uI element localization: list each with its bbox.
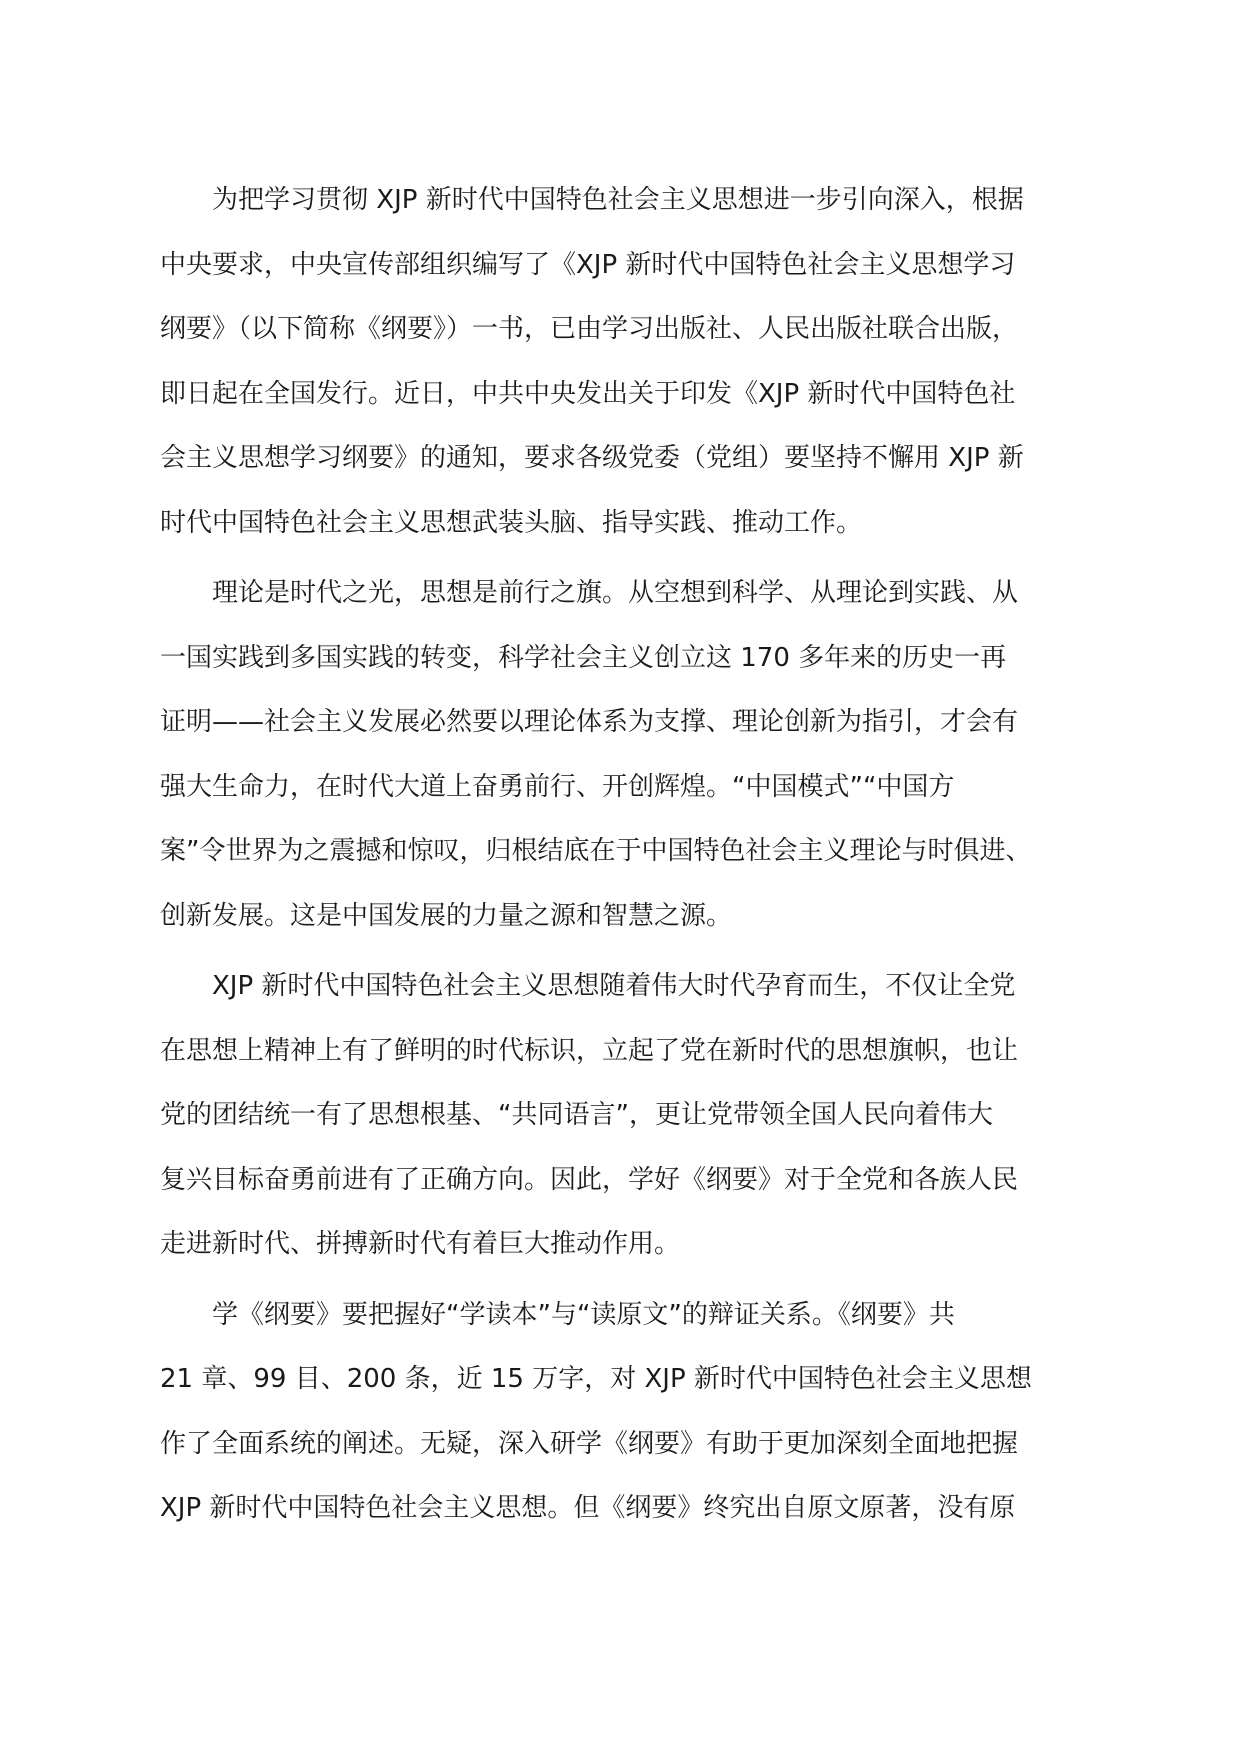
text-line: 即日起在全国发行。近日，中共中央发出关于印发《XJP 新时代中国特色社 xyxy=(160,378,1016,409)
text-line: 党的团结统一有了思想根基、“共同语言”，更让党带领全国人民向着伟大 xyxy=(160,1100,993,1130)
text-line: 在思想上精神上有了鲜明的时代标识，立起了党在新时代的思想旗帜，也让 xyxy=(160,1035,1019,1066)
text-line: 案”令世界为之震撼和惊叹，归根结底在于中国特色社会主义理论与时俱进、 xyxy=(160,836,1032,866)
text-line: 复兴目标奋勇前进有了正确方向。因此，学好《纲要》对于全党和各族人民 xyxy=(160,1164,1019,1195)
text-line: 走进新时代、拼搏新时代有着巨大推动作用。 xyxy=(160,1229,681,1259)
paragraph-3 xyxy=(160,954,1087,1277)
text-line: 创新发展。这是中国发展的力量之源和智慧之源。 xyxy=(160,900,733,931)
text-line: 一国实践到多国实践的转变，科学社会主义创立这 170 多年来的历史一再 xyxy=(160,642,1007,673)
text-line: 学《纲要》要把握好“学读本”与“读原文”的辩证关系。《纲要》共 xyxy=(212,1299,955,1330)
text-line: XJP 新时代中国特色社会主义思想。但《纲要》终究出自原文原著，没有原 xyxy=(160,1493,1016,1523)
document-body xyxy=(160,168,1087,1541)
paragraph-2 xyxy=(160,561,1087,948)
text-line: 理论是时代之光，思想是前行之旗。从空想到科学、从理论到实践、从 xyxy=(212,578,1019,608)
paragraph-4 xyxy=(160,1283,1087,1541)
text-line: 时代中国特色社会主义思想武装头脑、指导实践、推动工作。 xyxy=(160,507,863,538)
text-line: 作了全面系统的阐述。无疑，深入研学《纲要》有助于更加深刻全面地把握 xyxy=(160,1428,1019,1459)
text-line: 21 章、99 目、200 条，近 15 万字，对 XJP 新时代中国特色社会主义思想 xyxy=(160,1364,1032,1394)
text-line: 会主义思想学习纲要》的通知，要求各级党委（党组）要坚持不懈用 XJP 新 xyxy=(160,443,1024,473)
text-line: XJP 新时代中国特色社会主义思想随着伟大时代孕育而生，不仅让全党 xyxy=(212,971,1016,1001)
text-line: 为把学习贯彻 XJP 新时代中国特色社会主义思想进一步引向深入，根据 xyxy=(212,185,1024,215)
text-line: 纲要》（以下简称《纲要》）一书，已由学习出版社、人民出版社联合出版， xyxy=(160,314,1019,344)
text-line: 证明——社会主义发展必然要以理论体系为支撑、理论创新为指引，才会有 xyxy=(160,707,1019,737)
text-line: 中央要求，中央宣传部组织编写了《XJP 新时代中国特色社会主义思想学习 xyxy=(160,249,1016,280)
paragraph-1 xyxy=(160,168,1087,555)
text-line: 强大生命力，在时代大道上奋勇前行、开创辉煌。“中国模式”“中国方 xyxy=(160,771,955,802)
